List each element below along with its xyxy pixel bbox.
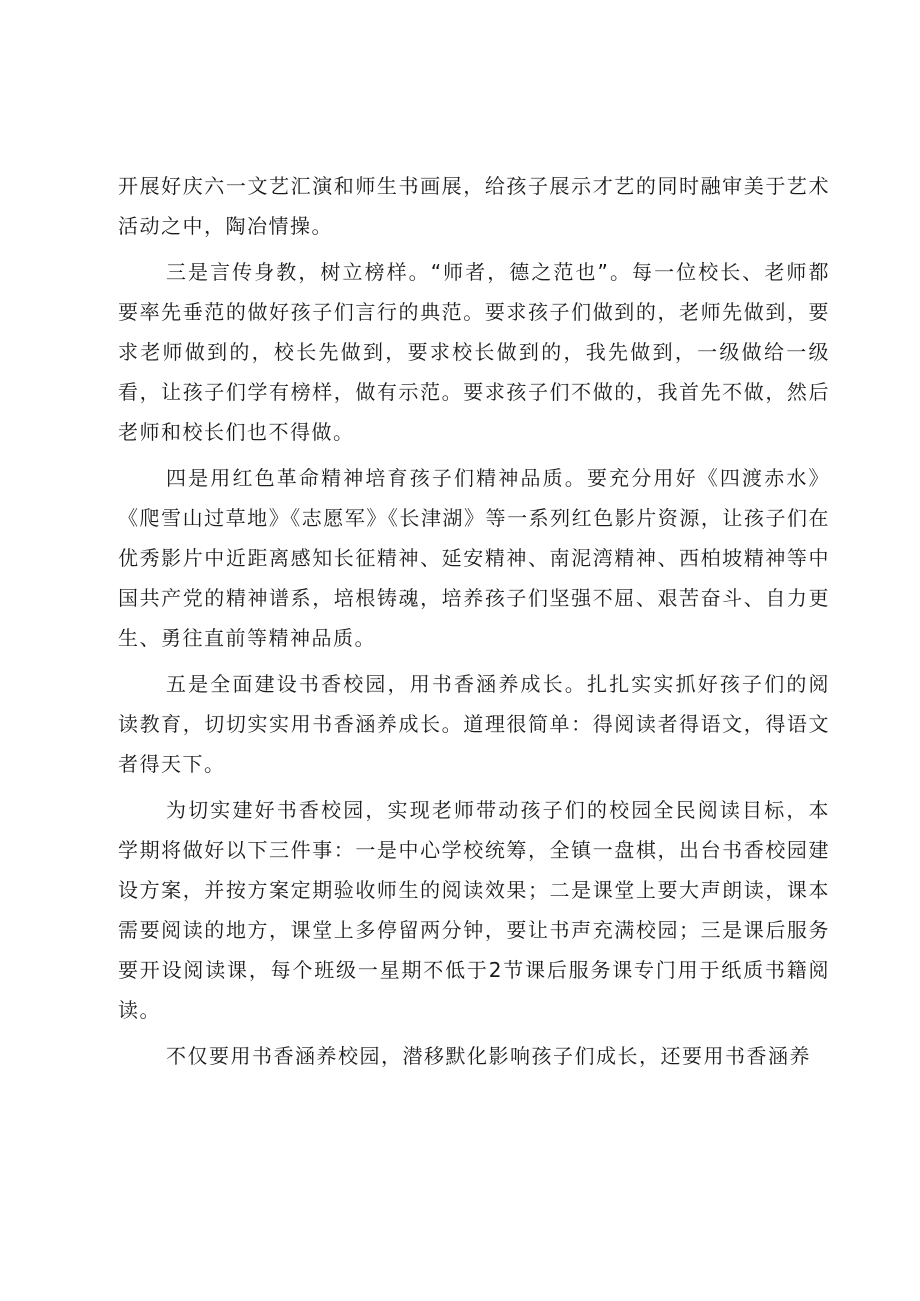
paragraph-continuation: 开展好庆六一文艺汇演和师生书画展，给孩子展示才艺的同时融审美于艺术活动之中，陶冶情操。 xyxy=(118,174,830,238)
paragraph-red-spirit: 四是用红色革命精神培育孩子们精神品质。要充分用好《四渡赤水》《爬雪山过草地》《志愿军》《长津湖》等一系列红色影片资源，让孩子们在优秀影片中近距离感知长征精神、延安精神、南泥湾精神、西柏坡精神等中国共产党的精神谱系，培根铸魂，培养孩子们坚强不屈、艰苦奋斗、自力更生、勇往直前等精神品质。 xyxy=(118,466,830,650)
paragraph-scholarly-campus: 五是全面建设书香校园，用书香涵养成长。扎扎实实抓好孩子们的阅读教育，切切实实用书香涵养成长。道理很简单：得阅读者得语文，得语文者得天下。 xyxy=(118,672,830,776)
paragraph-role-model: 三是言传身教，树立榜样。“师者，德之范也”。每一位校长、老师都要率先垂范的做好孩子们言行的典范。要求孩子们做到的，老师先做到，要求老师做到的，校长先做到，要求校长做到的，我先做到，一级做给一级看，让孩子们学有榜样，做有示范。要求孩子们不做的，我首先不做，然后老师和校长们也不得做。 xyxy=(118,260,830,444)
paragraph-truncated: 不仅要用书香涵养校园，潜移默化影响孩子们成长，还要用书香涵养 xyxy=(166,1044,811,1068)
document-body xyxy=(118,166,830,1082)
paragraph-reading-plan: 为切实建好书香校园，实现老师带动孩子们的校园全民阅读目标，本学期将做好以下三件事：一是中心学校统筹，全镇一盘棋，出台书香校园建设方案，并按方案定期验收师生的阅读效果；二是课堂上要大声朗读，课本需要阅读的地方，课堂上多停留两分钟，要让书声充满校园；三是课后服务要开设阅读课，每个班级一星期不低于2节课后服务课专门用于纸质书籍阅读。 xyxy=(118,798,830,1022)
